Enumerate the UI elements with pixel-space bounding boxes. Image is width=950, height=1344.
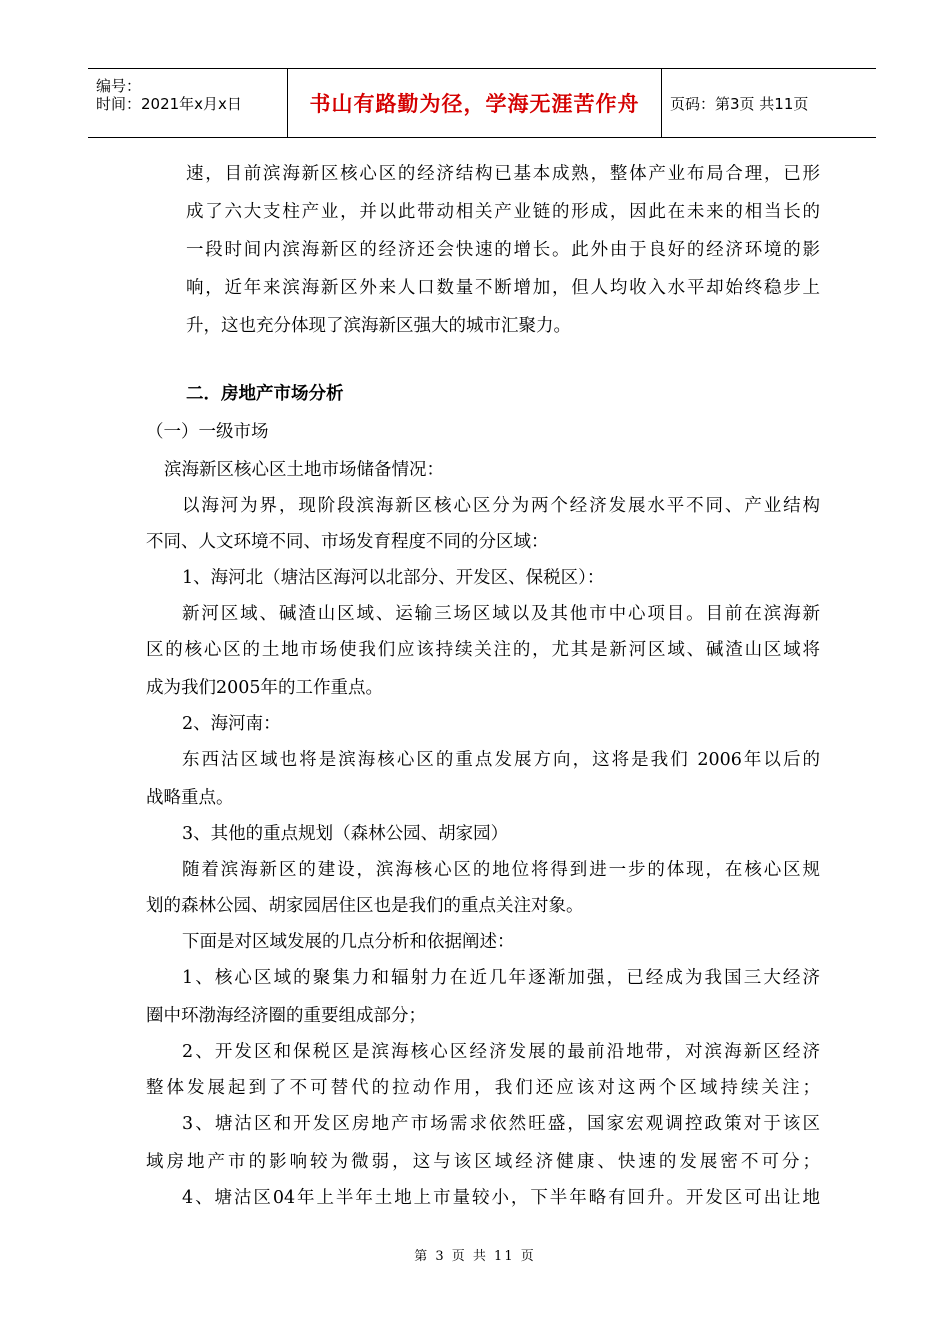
text-line: 新河区域、碱渣山区域、运输三场区域以及其他市中心项目。目前在滨海新: [182, 604, 820, 624]
text-line: 随着滨海新区的建设，滨海核心区的地位将得到进一步的体现，在核心区规: [182, 860, 820, 880]
header-time: 时间：2021年x月x日: [96, 95, 242, 113]
text-line: 滨海新区核心区土地市场储备情况：: [164, 460, 444, 480]
text-line: 3、塘沽区和开发区房地产市场需求依然旺盛，国家宏观调控政策对于该区: [182, 1114, 820, 1134]
text-line: 4、塘沽区04年上半年土地上市量较小，下半年略有回升。开发区可出让地: [182, 1188, 820, 1208]
text-line: 响，近年来滨海新区外来人口数量不断增加，但人均收入水平却始终稳步上: [186, 278, 820, 298]
text-line: 以海河为界，现阶段滨海新区核心区分为两个经济发展水平不同、产业结构: [182, 496, 820, 516]
text-line: 区的核心区的土地市场使我们应该持续关注的，尤其是新河区域、碱渣山区域将: [146, 640, 820, 660]
page-header: [88, 68, 876, 138]
text-line: 整体发展起到了不可替代的拉动作用，我们还应该对这两个区域持续关注；: [146, 1078, 820, 1098]
text-line: 不同、人文环境不同、市场发育程度不同的分区域：: [146, 532, 549, 552]
header-meta: [88, 69, 287, 137]
text-line: 升，这也充分体现了滨海新区强大的城市汇聚力。: [186, 316, 571, 336]
text-line: 划的森林公园、胡家园居住区也是我们的重点关注对象。: [146, 896, 584, 916]
text-line: 下面是对区域发展的几点分析和依据阐述：: [182, 932, 515, 952]
page-footer: 第 3 页 共 11 页: [414, 1249, 536, 1264]
text-line: 1、海河北（塘沽区海河以北部分、开发区、保税区）：: [182, 568, 605, 588]
text-line: 东西沽区域也将是滨海核心区的重点发展方向，这将是我们 2006年以后的: [182, 750, 820, 770]
subsection-heading: （一）一级市场: [146, 422, 269, 442]
text-line: 成了六大支柱产业，并以此带动相关产业链的形成，因此在未来的相当长的: [186, 202, 820, 222]
text-line: 成为我们2005年的工作重点。: [146, 678, 384, 698]
text-line: 圈中环渤海经济圈的重要组成部分；: [146, 1006, 426, 1026]
header-number: 编号：: [96, 77, 142, 95]
text-line: 1、核心区域的聚集力和辐射力在近几年逐渐加强，已经成为我国三大经济: [182, 968, 820, 988]
text-line: 域房地产市的影响较为微弱，这与该区域经济健康、快速的发展密不可分；: [146, 1152, 820, 1172]
text-line: 速，目前滨海新区核心区的经济结构已基本成熟，整体产业布局合理，已形: [186, 164, 820, 184]
section-heading: 二．房地产市场分析: [186, 384, 344, 404]
header-motto: 书山有路勤为径，学海无涯苦作舟: [287, 69, 662, 137]
header-page-info: 页码：第3页 共11页: [670, 94, 809, 113]
text-line: 2、海河南：: [182, 714, 281, 734]
text-line: 3、其他的重点规划（森林公园、胡家园）: [182, 824, 509, 844]
text-line: 战略重点。: [146, 788, 234, 808]
text-line: 2、开发区和保税区是滨海核心区经济发展的最前沿地带，对滨海新区经济: [182, 1042, 820, 1062]
text-line: 一段时间内滨海新区的经济还会快速的增长。此外由于良好的经济环境的影: [186, 240, 820, 260]
